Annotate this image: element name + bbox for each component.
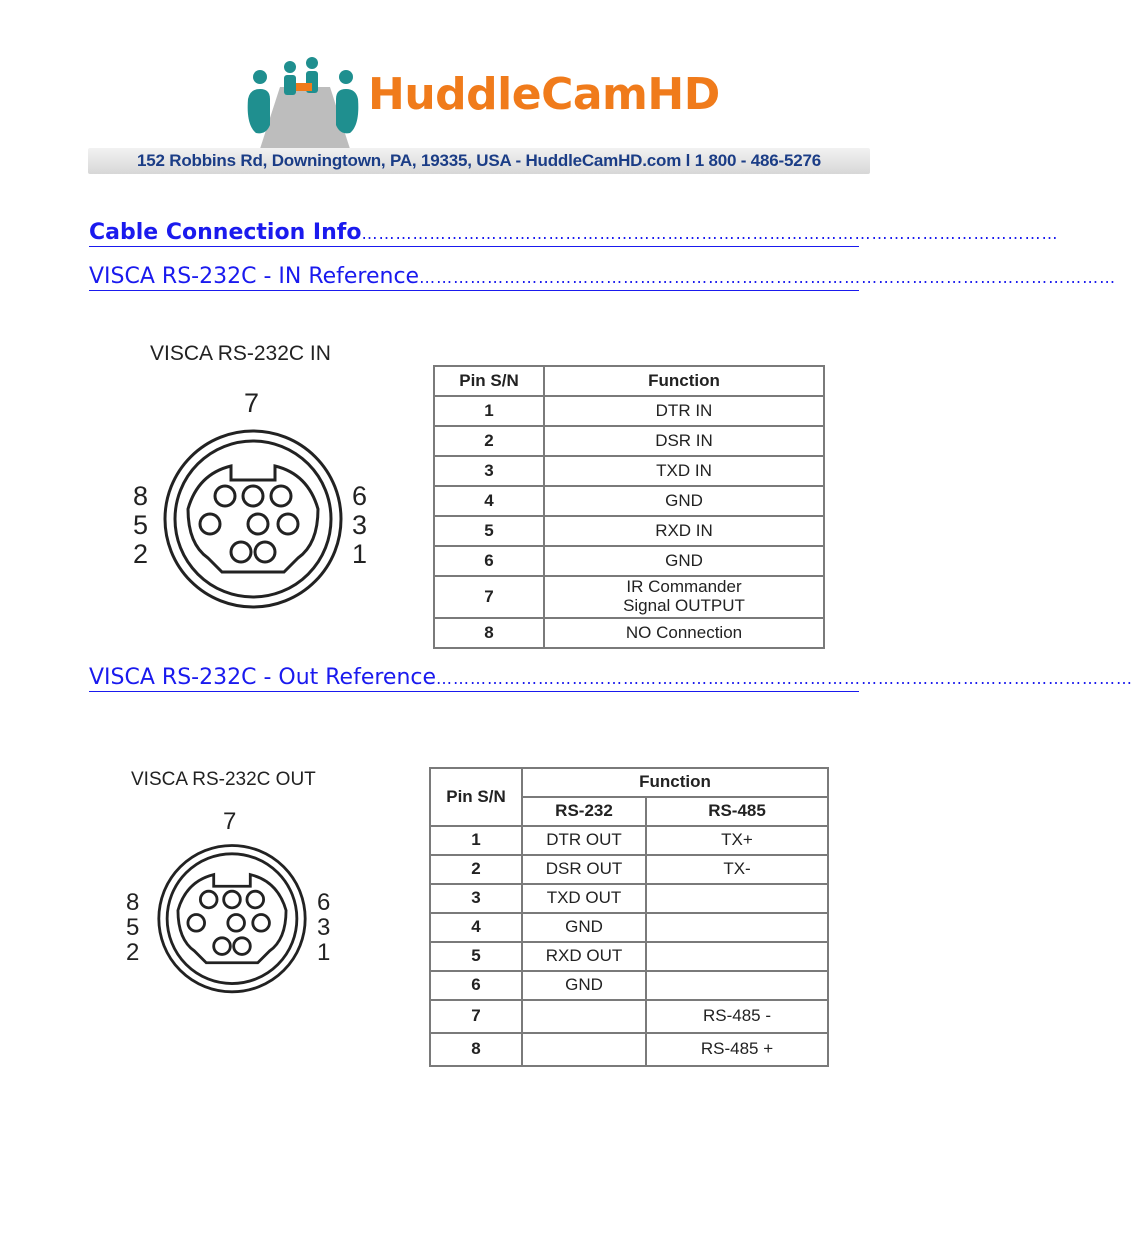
table-row [430, 1000, 828, 1033]
pin-label: 3 [352, 510, 368, 540]
rs232-cell: DTR OUT [522, 826, 646, 855]
pin-labels-right [352, 482, 367, 569]
table-row [434, 426, 824, 456]
toc-leader-dots: …………………………………………………………………………………………………………… [436, 669, 1133, 688]
table-row [430, 1033, 828, 1066]
pin-cell: 3 [434, 456, 544, 486]
pin-label: 5 [133, 510, 149, 540]
pin-label: 1 [352, 539, 368, 569]
table-row [430, 855, 828, 884]
toc-link-label: VISCA RS-232C - IN Reference [89, 264, 420, 289]
table-row [430, 913, 828, 942]
visca-in-connector-title: VISCA RS-232C IN [150, 342, 331, 365]
rs232-cell [522, 1033, 646, 1066]
column-header-function: Function [544, 366, 824, 396]
toc-link-visca-in-reference[interactable] [89, 264, 1117, 291]
pin-label: 8 [133, 481, 149, 511]
pin-label: 2 [126, 939, 140, 966]
rs232-cell: TXD OUT [522, 884, 646, 913]
rs232-cell [522, 1000, 646, 1033]
table-row [434, 576, 824, 618]
people-at-table-icon [240, 55, 370, 155]
toc-link-cable-connection-info[interactable] [89, 220, 1059, 247]
pin-cell: 5 [430, 942, 522, 971]
function-cell: DTR IN [544, 396, 824, 426]
pin-label: 6 [317, 889, 331, 916]
rs485-cell: RS-485 - [646, 1000, 828, 1033]
function-cell: RXD IN [544, 516, 824, 546]
toc-link-visca-out-reference[interactable] [89, 665, 1133, 692]
pin-cell: 5 [434, 516, 544, 546]
toc-link-label: VISCA RS-232C - Out Reference [89, 665, 437, 690]
pin-label: 8 [126, 889, 140, 916]
pin-label: 1 [317, 939, 331, 966]
pin-cell: 2 [434, 426, 544, 456]
pin-label: 6 [352, 481, 368, 511]
column-header-rs485: RS-485 [646, 797, 828, 826]
pin-label: 5 [126, 914, 140, 941]
toc-leader-dots: …………………………………………………………………………………………………………… [419, 268, 1117, 287]
rs485-cell [646, 913, 828, 942]
visca-out-connector-title: VISCA RS-232C OUT [131, 769, 316, 790]
rs485-cell [646, 971, 828, 1000]
rs232-cell: DSR OUT [522, 855, 646, 884]
pin-cell: 4 [434, 486, 544, 516]
table-row [434, 516, 824, 546]
table-row [434, 456, 824, 486]
column-header-pin: Pin S/N [434, 366, 544, 396]
rs232-cell: RXD OUT [522, 942, 646, 971]
function-cell: IR Commander Signal OUTPUT [544, 576, 824, 618]
rs485-cell [646, 942, 828, 971]
pin-label: 2 [133, 539, 149, 569]
pin-cell: 4 [430, 913, 522, 942]
function-cell: NO Connection [544, 618, 824, 648]
pin-labels-right [317, 890, 330, 965]
pin-label: 3 [317, 914, 331, 941]
rs485-cell: TX+ [646, 826, 828, 855]
visca-in-pin-table [433, 365, 825, 649]
table-row [430, 884, 828, 913]
pin-label-top: 7 [223, 808, 237, 835]
pin-label-top: 7 [244, 388, 260, 418]
pin-cell: 3 [430, 884, 522, 913]
rs232-cell: GND [522, 971, 646, 1000]
brand-name: HuddleCamHD [368, 69, 720, 120]
toc-leader-dots: …………………………………………………………………………………………………………… [361, 224, 1059, 243]
column-header-pin: Pin S/N [430, 768, 522, 826]
table-row [430, 826, 828, 855]
pin-cell: 1 [434, 396, 544, 426]
column-header-rs232: RS-232 [522, 797, 646, 826]
mini-din-8-connector-icon [153, 838, 311, 996]
pin-cell: 6 [430, 971, 522, 1000]
function-cell: DSR IN [544, 426, 824, 456]
table-row [434, 546, 824, 576]
pin-cell: 7 [430, 1000, 522, 1033]
mini-din-8-connector-icon [158, 424, 348, 610]
table-row [434, 618, 824, 648]
table-row [430, 942, 828, 971]
rs485-cell: RS-485 + [646, 1033, 828, 1066]
brand-logo [240, 55, 740, 155]
company-address: 152 Robbins Rd, Downingtown, PA, 19335, USA - HuddleCamHD.com l 1 800 - 486-5276 [136, 151, 821, 170]
table-row [434, 396, 824, 426]
pin-cell: 7 [434, 576, 544, 618]
pin-labels-left [133, 482, 148, 569]
visca-out-pin-table [429, 767, 829, 1067]
pin-cell: 8 [434, 618, 544, 648]
table-row [434, 486, 824, 516]
rs232-cell: GND [522, 913, 646, 942]
toc-link-label: Cable Connection Info [89, 220, 362, 245]
function-cell: TXD IN [544, 456, 824, 486]
pin-cell: 2 [430, 855, 522, 884]
rs485-cell [646, 884, 828, 913]
pin-cell: 1 [430, 826, 522, 855]
function-cell: GND [544, 486, 824, 516]
function-cell: GND [544, 546, 824, 576]
address-bar [88, 148, 870, 174]
table-row [430, 971, 828, 1000]
column-header-function: Function [522, 768, 828, 797]
pin-labels-left [126, 890, 139, 965]
pin-cell: 8 [430, 1033, 522, 1066]
pin-cell: 6 [434, 546, 544, 576]
rs485-cell: TX- [646, 855, 828, 884]
